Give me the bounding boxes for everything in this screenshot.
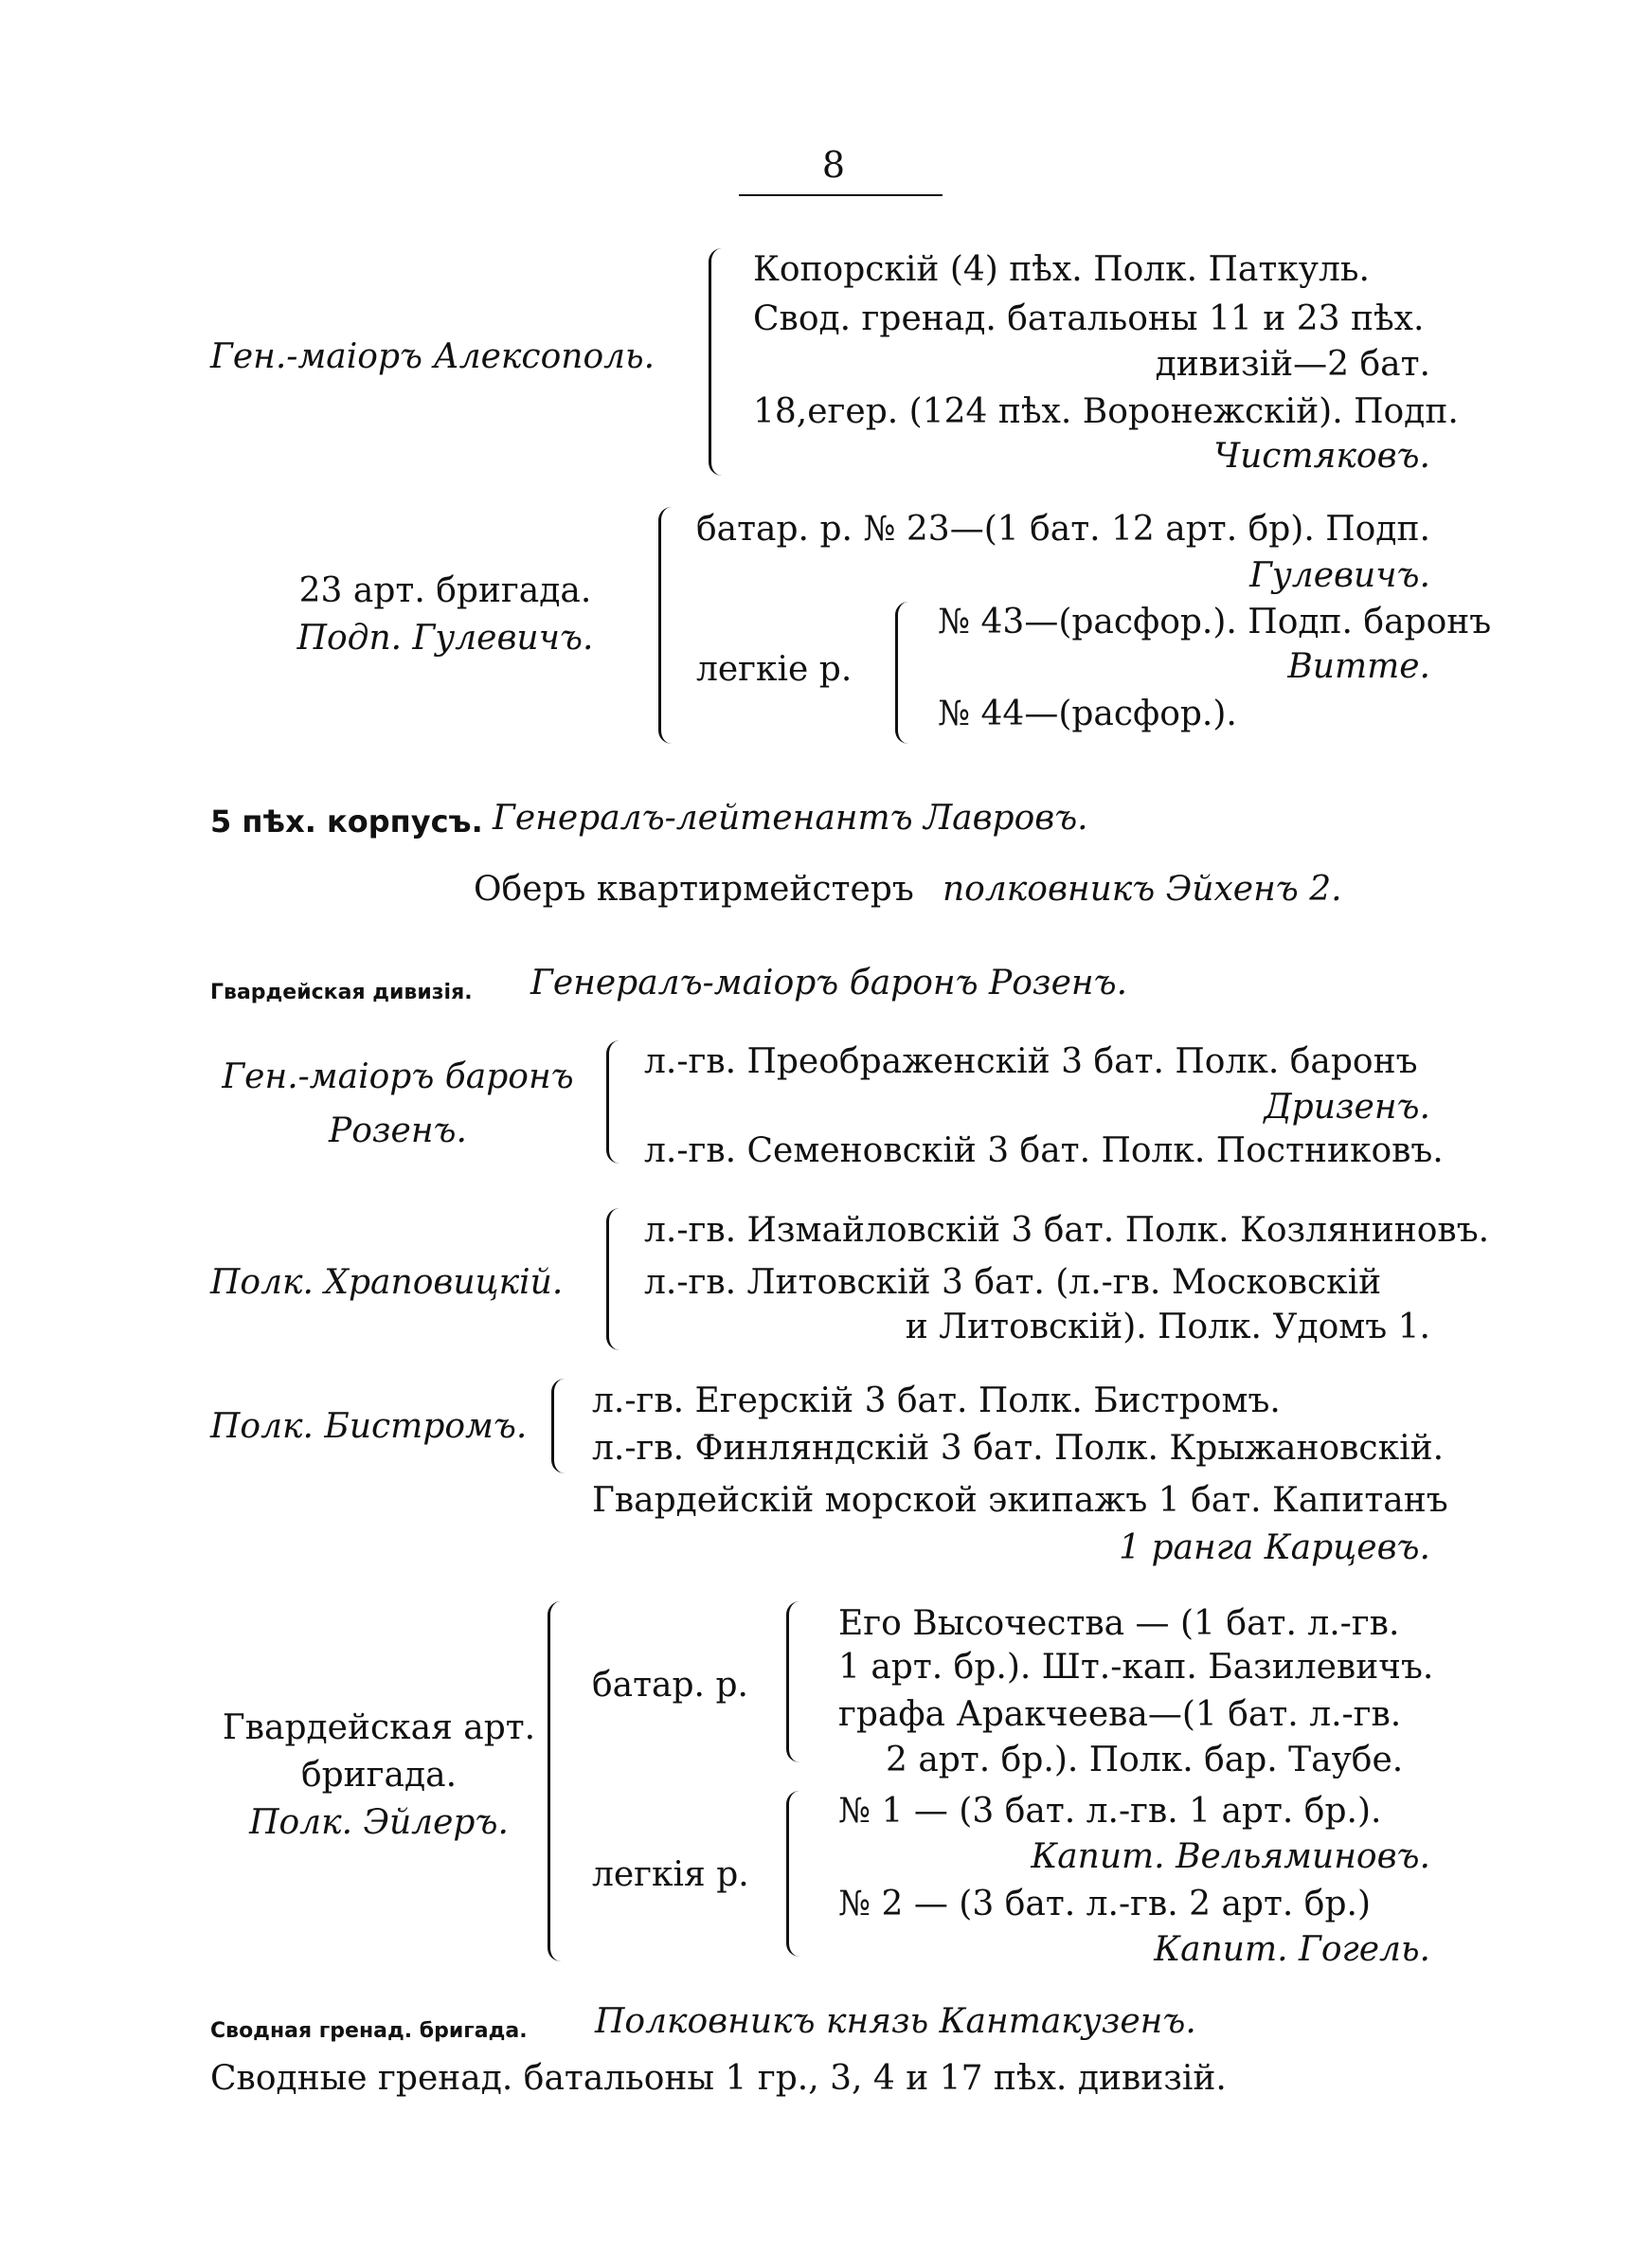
grenadier-line: Сводные гренад. батальоны 1 гр., 3, 4 и 17 пѣх. дивизій. [210,2059,1227,2098]
block6-batar-label: батар. р. [592,1666,748,1705]
block6-light-line: № 2 — (3 бат. л.-гв. 2 арт. бр.) [838,1885,1371,1923]
block6-light-line: Капит. Вельяминовъ. [1031,1837,1430,1876]
block2-light-label: легкіе р. [696,650,853,689]
block4-commander: Полк. Храповицкій. [210,1263,564,1302]
block6-title: бригада. [300,1756,458,1795]
block1-line: 18,егер. (124 пѣх. Воронежскій). Подп. [753,392,1459,431]
block3-line: л.-гв. Семеновскій 3 бат. Полк. Постниковъ. [644,1131,1444,1170]
block4-line: л.-гв. Измайловскій 3 бат. Полк. Козляниновъ. [644,1211,1490,1250]
block2-light-line: № 44—(расфор.). [938,695,1237,733]
block2-brace [658,507,674,744]
block1-line: Чистяковъ. [1213,437,1430,476]
block6-title: Гвардейская арт. [222,1708,536,1747]
grenadier-heading: Сводная гренад. бригада. [210,2019,528,2043]
guard-div-commander: Генералъ-маіоръ баронъ Розенъ. [530,964,1128,1002]
block5-line: л.-гв. Финляндскій 3 бат. Полк. Крыжановскій. [592,1429,1445,1468]
block2-light-brace [895,602,911,744]
block2-batar-cont: Гулевичъ. [1249,556,1430,595]
block6-light-brace [786,1791,802,1957]
block2-light-line: № 43—(расфор.). Подп. баронъ [938,603,1492,641]
block6-light-label: легкія р. [592,1855,749,1894]
block6-batar-brace [786,1601,802,1762]
header-rule [739,194,943,196]
block6-brace [548,1601,564,1961]
guard-div-heading: Гвардейская дивизія. [210,981,473,1004]
block2-commander: Подп. Гулевичъ. [296,619,594,658]
naval-line: Гвардейскій морской экипажъ 1 бат. Капитанъ [592,1481,1448,1520]
block5-commander: Полк. Бистромъ. [210,1407,528,1446]
block3-commander: Ген.-маіоръ баронъ [222,1057,574,1096]
block6-batar-line: Его Высочества — (1 бат. л.-гв. [838,1604,1400,1643]
block2-batar-line: батар. р. № 23—(1 бат. 12 арт. бр). Подп. [696,510,1430,549]
block3-brace [606,1040,622,1164]
block6-batar-line: 2 арт. бр.). Полк. бар. Таубе. [886,1741,1404,1779]
block6-batar-line: 1 арт. бр.). Шт.-кап. Базилевичъ. [838,1648,1434,1687]
block1-brace [709,248,725,476]
naval-line: 1 ранга Карцевъ. [1119,1528,1430,1567]
block5-brace [551,1379,567,1473]
block2-title: 23 арт. бригада. [298,571,592,610]
block3-line: л.-гв. Преображенскій 3 бат. Полк. баронъ [644,1042,1418,1081]
block4-line: и Литовскій). Полк. Удомъ 1. [905,1308,1430,1346]
page-number: 8 [821,144,846,186]
grenadier-commander: Полковникъ князь Кантакузенъ. [595,2002,1196,2041]
block3-line: Дризенъ. [1264,1088,1430,1127]
ober-name: полковникъ Эйхенъ 2. [943,870,1342,909]
block4-brace [606,1208,622,1350]
corps-heading: 5 пѣх. корпусъ. [210,803,483,840]
block4-line: л.-гв. Литовскій 3 бат. (л.-гв. Московскій [644,1263,1382,1302]
ober-label: Оберъ квартирмейстеръ [474,870,914,909]
block3-commander: Розенъ. [329,1111,467,1150]
corps-commander: Генералъ-лейтенантъ Лавровъ. [493,799,1088,838]
block2-light-line: Витте. [1287,647,1430,686]
block1-line: дивизій—2 бат. [1155,345,1430,384]
block5-line: л.-гв. Егерскій 3 бат. Полк. Бистромъ. [592,1381,1281,1420]
block6-batar-line: графа Аракчеева—(1 бат. л.-гв. [838,1695,1402,1734]
block6-light-line: Капит. Гогель. [1154,1930,1430,1969]
block1-line: Копорскій (4) пѣх. Полк. Паткуль. [753,250,1370,289]
block1-commander: Ген.-маіоръ Алексополь. [210,337,655,376]
block6-commander: Полк. Эйлеръ. [249,1803,509,1842]
block1-line: Свод. гренад. батальоны 11 и 23 пѣх. [753,299,1425,338]
block6-light-line: № 1 — (3 бат. л.-гв. 1 арт. бр.). [838,1792,1382,1831]
